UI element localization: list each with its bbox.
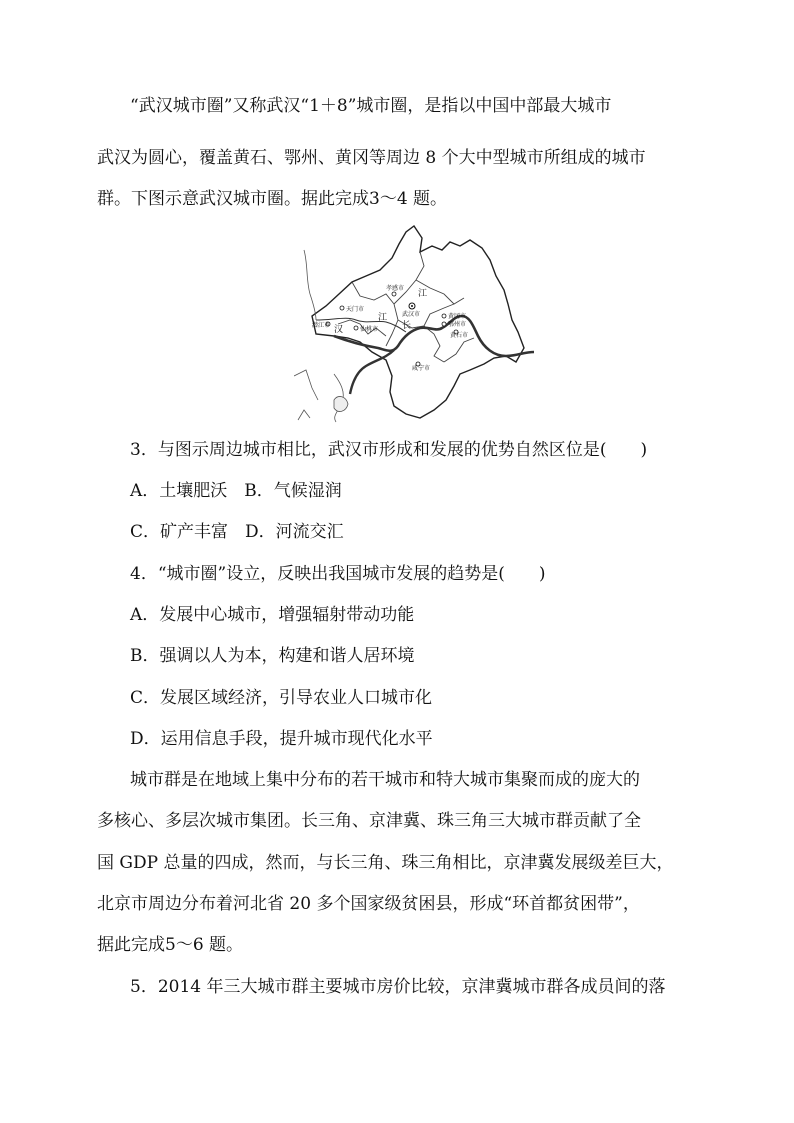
ezhou-marker [442, 322, 446, 326]
xiaogan-label: 孝感市 [386, 285, 405, 292]
jiang-river-label: 江 [378, 313, 388, 323]
wuhan-city-circle-map [294, 224, 536, 424]
huangshi-label: 黄石市 [450, 332, 469, 339]
tianmen-marker [340, 306, 344, 310]
context-line [294, 370, 318, 400]
q4-option-a: A．发展中心城市，增强辐射带动功能 [130, 605, 415, 625]
xiantao-label: 仙桃市 [360, 326, 379, 333]
wuhan-label: 武汉市 [402, 311, 421, 318]
wuhan-marker-dot [411, 305, 413, 307]
intro2-line-2: 多核心、多层次城市集团。长三角、京津冀、珠三角三大城市群贡献了全 [97, 811, 641, 831]
jiang2-river-label: 江 [418, 289, 428, 299]
q3-options-ab: A．土壤肥沃 B．气候湿润 [130, 481, 342, 501]
intro2-line-4: 北京市周边分布着河北省 20 多个国家级贫困县，形成“环首都贫困带”， [97, 894, 640, 914]
q4-stem: 4．“城市圈”设立，反映出我国城市发展的趋势是( ) [130, 564, 546, 584]
huanggang-label: 黄冈市 [448, 313, 467, 320]
intro2-line-1: 城市群是在地域上集中分布的若干城市和特大城市集聚而成的庞大的 [130, 770, 640, 790]
tianmen-label: 天门市 [346, 306, 365, 313]
q3-stem: 3．与图示周边城市相比，武汉市形成和发展的优势自然区位是( ) [130, 440, 648, 460]
intro2-line-5: 据此完成5～6 题。 [97, 935, 244, 955]
han-river-label: 汉 [334, 325, 344, 335]
q3-options-cd: C．矿产丰富 D．河流交汇 [130, 522, 344, 542]
huanggang-marker [442, 314, 446, 318]
q4-option-b: B．强调以人为本，构建和谐人居环境 [130, 646, 415, 666]
qianjiang-label: 潜江市 [312, 322, 331, 329]
intro1-line-3: 群。下图示意武汉城市圈。据此完成3～4 题。 [97, 189, 448, 209]
xianning-label: 咸宁市 [412, 365, 431, 372]
context-lake-shape [334, 397, 348, 412]
intro1-line-2: 武汉为圆心，覆盖黄石、鄂州、黄冈等周边 8 个大中型城市所组成的城市 [97, 148, 646, 168]
intro1-line-1: “武汉城市圈”又称武汉“1＋8”城市圈，是指以中国中部最大城市 [130, 96, 612, 116]
xiantao-marker [354, 326, 358, 330]
chang-river-label: 长 [402, 321, 412, 331]
ezhou-label: 鄂州市 [448, 321, 467, 328]
xiaogan-marker [392, 292, 396, 296]
q4-option-d: D．运用信息手段，提升城市现代化水平 [130, 729, 433, 749]
q4-option-c: C．发展区域经济，引导农业人口城市化 [130, 688, 433, 708]
q5-stem: 5．2014 年三大城市群主要城市房价比较，京津冀城市群各成员间的落 [130, 977, 666, 997]
context-river [304, 250, 316, 320]
context-line [298, 410, 310, 420]
intro2-line-3: 国 GDP 总量的四成，然而，与长三角、珠三角相比，京津冀发展级差巨大， [97, 853, 674, 873]
